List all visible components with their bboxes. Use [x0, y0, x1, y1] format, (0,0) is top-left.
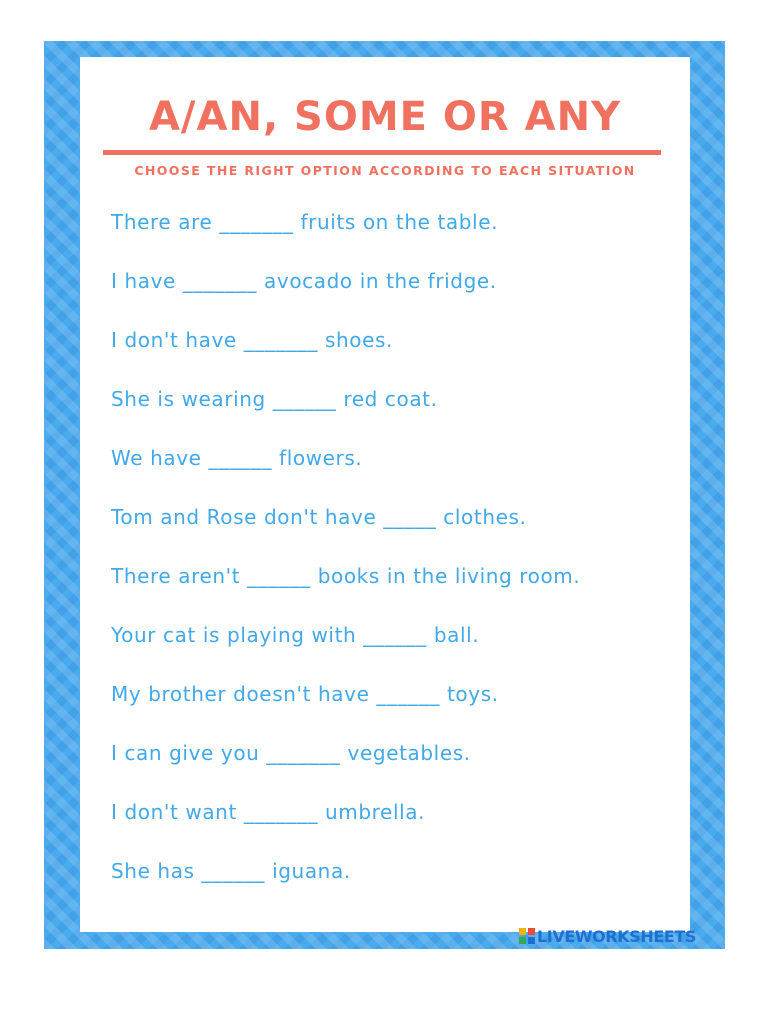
sentence-12: She has ______ iguana.	[111, 859, 351, 883]
worksheet-sheet	[80, 57, 690, 932]
sentence-11: I don't want _______ umbrella.	[111, 800, 426, 824]
liveworksheets-logo[interactable]	[519, 926, 696, 946]
sentence-2: I have _______ avocado in the fridge.	[111, 269, 497, 293]
sentence-8: Your cat is playing with ______ ball.	[111, 623, 480, 647]
liveworksheets-logo-icon	[519, 928, 535, 944]
sentence-6: Tom and Rose don't have _____ clothes.	[111, 505, 527, 529]
worksheet-instructions: CHOOSE THE RIGHT OPTION ACCORDING TO EACH SITUATION	[134, 163, 636, 178]
title-underline	[103, 150, 661, 155]
sentence-3: I don't have _______ shoes.	[111, 328, 393, 352]
sentence-4: She is wearing ______ red coat.	[111, 387, 438, 411]
sentence-5: We have ______ flowers.	[111, 446, 363, 470]
sentence-10: I can give you _______ vegetables.	[111, 741, 471, 765]
worksheet-title: A/AN, SOME OR ANY	[148, 94, 622, 140]
sentence-1: There are _______ fruits on the table.	[111, 210, 499, 234]
sentence-9: My brother doesn't have ______ toys.	[111, 682, 499, 706]
sentence-list	[111, 207, 580, 915]
sentence-7: There aren't ______ books in the living room.	[111, 564, 581, 588]
liveworksheets-logo-text: LIVEWORKSHEETS	[537, 926, 697, 946]
